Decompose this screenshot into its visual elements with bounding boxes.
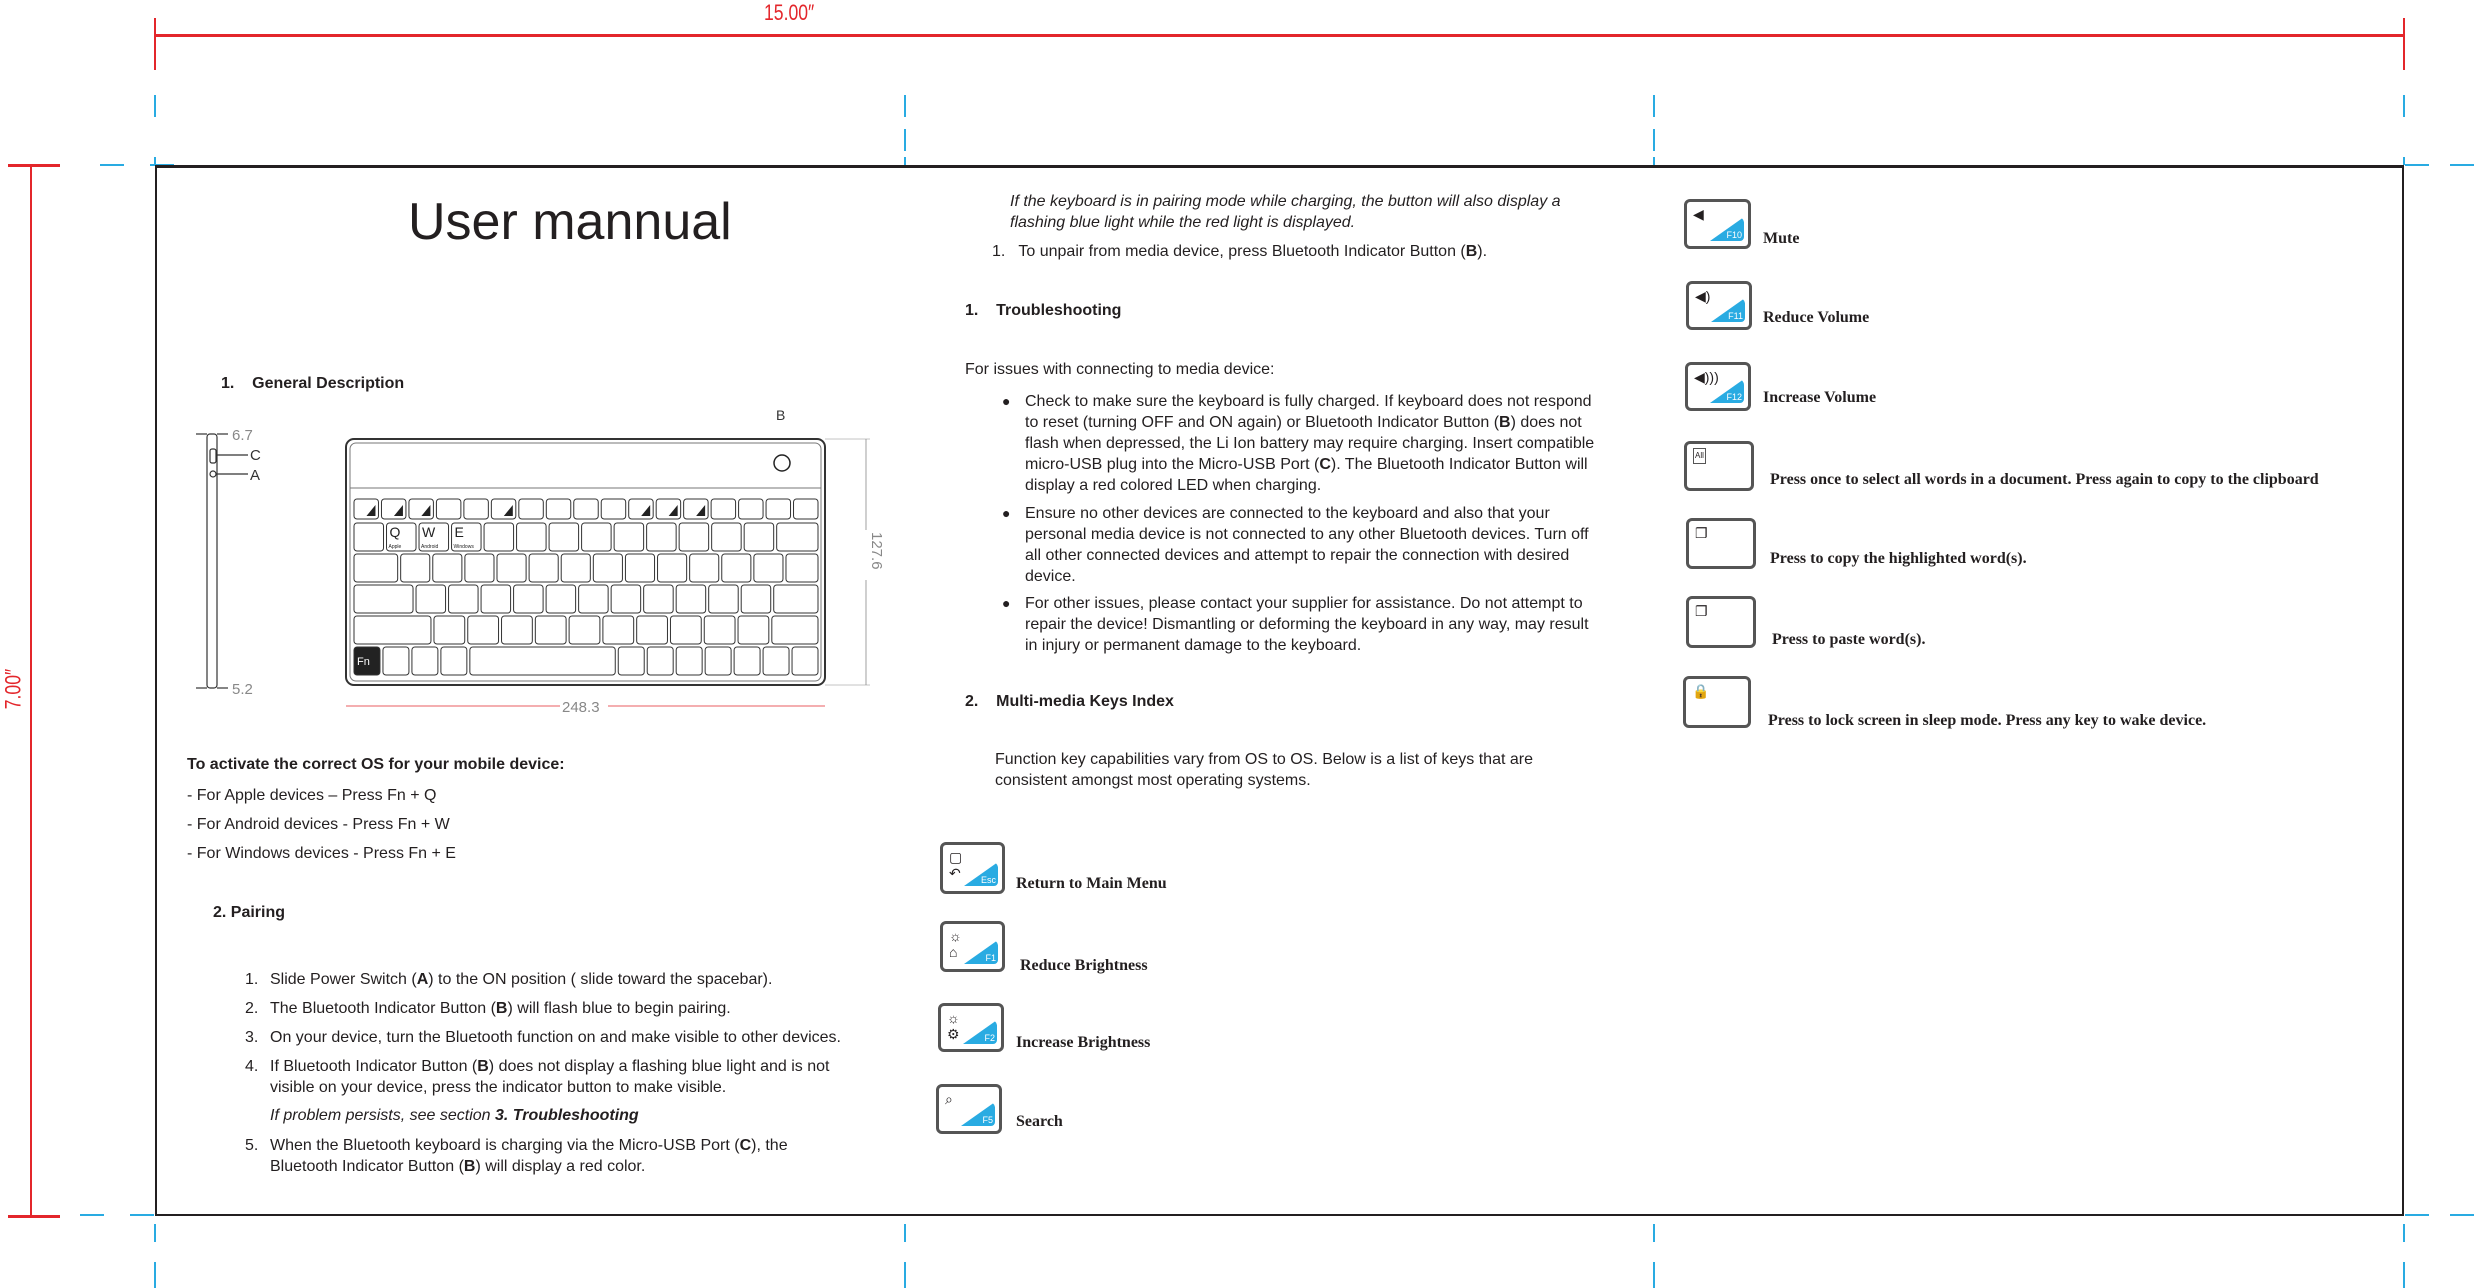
- bullet-line: micro-USB plug into the Micro-USB Port (C). The Bluetooth Indicator Button will: [1025, 456, 1588, 473]
- key-os-label: Apple: [388, 544, 402, 550]
- os-line-windows: - For Windows devices - Press Fn + E: [187, 845, 456, 862]
- fn-key-marker: [641, 505, 650, 516]
- brightness-down-icon: [940, 921, 1005, 972]
- step-text: [270, 998, 885, 1019]
- fold-mark: [904, 157, 906, 165]
- keyboard-key: [618, 647, 644, 675]
- key-glyph: ☼ ⚙: [947, 1010, 960, 1042]
- key-letter-q: Q: [389, 524, 401, 540]
- keyboard-key: [464, 499, 488, 519]
- key-os-label: Windows: [453, 544, 474, 550]
- keyboard-key: [744, 523, 774, 551]
- troubleshooting-bullet: [1002, 503, 1642, 587]
- keyboard-key: [637, 616, 668, 644]
- keyboard-key: [705, 647, 731, 675]
- fn-key-label: F1: [985, 953, 996, 963]
- height-dimension-label: 7.00″: [0, 668, 26, 710]
- keyboard-key: [734, 647, 760, 675]
- bullet-line: flash when depressed, the Li Ion battery may require charging. Insert compatible: [1025, 435, 1595, 452]
- fold-mark: [1653, 157, 1655, 165]
- fn-key-marker: [696, 505, 705, 516]
- keyboard-key: [517, 523, 547, 551]
- os-line-apple: - For Apple devices – Press Fn + Q: [187, 787, 437, 804]
- volume-down-icon: [1686, 281, 1752, 330]
- keyboard-key: [614, 523, 644, 551]
- keyboard-key: [416, 585, 446, 613]
- key-description: Press to paste word(s).: [1772, 631, 1926, 648]
- general-description-heading: [221, 375, 404, 393]
- step-text: [270, 1135, 885, 1177]
- keyboard-key: [741, 585, 771, 613]
- pairing-step: [245, 1027, 885, 1048]
- keyboard-key: [647, 647, 673, 675]
- mute-icon: [1684, 199, 1751, 249]
- unpair-step: [992, 243, 1487, 261]
- keyboard-key: [722, 554, 751, 582]
- heading-number: 1.: [221, 375, 235, 392]
- key-glyph: ❐: [1695, 603, 1708, 619]
- fold-mark: [2403, 1224, 2405, 1242]
- heading-text: Multi-media Keys Index: [996, 693, 1174, 710]
- width-dimension-line: [155, 34, 2404, 37]
- keyboard-key: [468, 616, 499, 644]
- step-bold: B: [495, 1000, 508, 1017]
- step-number: 5.: [245, 1137, 259, 1154]
- key-description: Reduce Volume: [1763, 309, 1870, 326]
- keyboard-key: [739, 499, 763, 519]
- height-dimension-tick-top: [8, 164, 60, 167]
- keyboard-key: [709, 585, 739, 613]
- bullet-icon: ●: [1002, 393, 1011, 409]
- side-top-dimension: 6.7: [232, 427, 253, 444]
- copy-icon: [1686, 518, 1756, 569]
- keyboard-key: [754, 554, 783, 582]
- troubleshooting-heading: [965, 302, 1121, 320]
- fold-mark: [2405, 1214, 2429, 1216]
- keyboard-key: [593, 554, 622, 582]
- keyboard-key: [676, 585, 706, 613]
- fn-key-marker: [366, 505, 375, 516]
- keyboard-key: [763, 647, 789, 675]
- key-description: Mute: [1763, 230, 1800, 247]
- step-bold: B: [477, 1058, 489, 1075]
- note-link-troubleshooting: 3. Troubleshooting: [494, 1107, 639, 1124]
- keyboard-key: [792, 647, 818, 675]
- step-bold: A: [416, 971, 429, 988]
- step-number: 1.: [992, 243, 1006, 260]
- key-glyph: ◀: [1693, 206, 1704, 222]
- bullet-line: Check to make sure the keyboard is fully charged. If keyboard does not respond: [1025, 393, 1592, 410]
- step-text-a: On your device, turn the Bluetooth function on and make visible to other devices.: [270, 1029, 841, 1046]
- step-number: 1.: [245, 971, 259, 988]
- fold-mark: [1653, 129, 1655, 151]
- keyboard-key: [712, 523, 742, 551]
- step-text-line2: Bluetooth Indicator Button (: [270, 1158, 464, 1175]
- fold-mark: [1653, 95, 1655, 117]
- keyboard-key: [465, 554, 494, 582]
- volume-up-icon: [1685, 362, 1751, 411]
- fold-mark: [2403, 1262, 2405, 1288]
- keyboard-key: [497, 554, 526, 582]
- key-os-label: Android: [421, 544, 439, 550]
- keyboard-body: [346, 439, 825, 685]
- keyboard-key: [670, 616, 701, 644]
- width-dimension-tick-right: [2403, 18, 2405, 70]
- search-icon: [936, 1084, 1002, 1134]
- key-glyph: ☼ ⌂: [949, 928, 962, 960]
- width-mm-dimension: 248.3: [562, 699, 600, 716]
- step-text-end: ).: [1477, 243, 1488, 260]
- keyboard-key: [546, 499, 570, 519]
- label-c-micro-usb: C: [250, 447, 261, 464]
- bullet-line: to reset (turning OFF and ON again) or Bluetooth Indicator Button (B) does not: [1025, 414, 1582, 431]
- step-number: 2.: [245, 1000, 259, 1017]
- keyboard-key: [401, 554, 430, 582]
- keyboard-key: [383, 647, 409, 675]
- bullet-icon: ●: [1002, 595, 1011, 611]
- fn-key-label: F5: [982, 1115, 993, 1125]
- heading-text: Troubleshooting: [996, 302, 1122, 319]
- height-mm-dimension: 127.6: [868, 532, 885, 570]
- bullet-line: display a red colored LED when charging.: [1025, 477, 1322, 494]
- keyboard-key: [644, 585, 674, 613]
- pairing-heading: 2. Pairing: [213, 904, 286, 921]
- bullet-line: in injury or permanent damage to the keyboard.: [1025, 637, 1362, 654]
- multimedia-heading: [965, 693, 1174, 711]
- fold-mark: [2405, 164, 2429, 166]
- keyboard-key: [777, 523, 818, 551]
- fold-mark: [2403, 95, 2405, 117]
- keyboard-key: [658, 554, 687, 582]
- keyboard-key: [481, 585, 511, 613]
- note-text: If problem persists, see section: [270, 1107, 495, 1124]
- os-heading: To activate the correct OS for your mobile device:: [187, 756, 565, 773]
- keyboard-key: [766, 499, 790, 519]
- key-description: Search: [1016, 1113, 1063, 1130]
- step-text-c: ) to the ON position ( slide toward the spacebar).: [428, 971, 773, 988]
- heading-number: 1.: [965, 302, 979, 319]
- fn-key-label: Fn: [357, 656, 370, 668]
- keyboard-key: [794, 499, 818, 519]
- keyboard-key: [601, 499, 625, 519]
- fold-mark: [904, 95, 906, 117]
- step-text: To unpair from media device, press Bluetooth Indicator Button (: [1018, 243, 1466, 260]
- key-description: Increase Volume: [1763, 389, 1877, 406]
- keyboard-key: [772, 616, 818, 644]
- bullet-line: Ensure no other devices are connected to the keyboard and also that your: [1025, 505, 1550, 522]
- fold-mark: [154, 1224, 156, 1242]
- side-view: [196, 434, 248, 688]
- paste-icon: [1686, 596, 1756, 648]
- key-glyph: ⌕: [945, 1091, 953, 1107]
- charging-note-line-1: If the keyboard is in pairing mode while charging, the button will also display a: [1010, 193, 1561, 210]
- key-glyph: ◀))): [1694, 369, 1719, 385]
- fold-mark: [80, 1214, 104, 1216]
- keyboard-key: [603, 616, 634, 644]
- bullet-line: For other issues, please contact your supplier for assistance. Do not attempt to: [1025, 595, 1583, 612]
- step-bold: B: [463, 1158, 476, 1175]
- width-dimension-label: 15.00″: [764, 0, 815, 25]
- fold-mark: [2450, 1214, 2474, 1216]
- fold-mark: [904, 1262, 906, 1288]
- step-text: [270, 1027, 885, 1048]
- label-a-power-switch: A: [250, 467, 261, 484]
- keyboard-key: [433, 554, 462, 582]
- keyboard-key: [514, 585, 544, 613]
- key-glyph: All: [1693, 448, 1706, 464]
- fn-key-marker: [504, 505, 513, 516]
- key-description: Press to lock screen in sleep mode. Press any key to wake device.: [1768, 712, 2207, 729]
- key-glyph: ◀): [1695, 288, 1711, 304]
- fold-mark: [904, 1224, 906, 1242]
- select-all-icon: [1684, 441, 1754, 491]
- fn-key-label: F2: [984, 1033, 995, 1043]
- keyboard-key: [484, 523, 514, 551]
- fn-key-marker: [669, 505, 678, 516]
- home-back-icon: [940, 842, 1005, 894]
- page-title: User mannual: [408, 193, 732, 251]
- pairing-step: [245, 998, 885, 1019]
- keyboard-key: [676, 647, 702, 675]
- fn-key-marker: [421, 505, 430, 516]
- keyboard-key: [738, 616, 769, 644]
- fold-mark: [154, 1262, 156, 1288]
- key-glyph: 🔒: [1692, 683, 1710, 699]
- key-description: Reduce Brightness: [1020, 957, 1148, 974]
- fold-mark: [130, 1214, 154, 1216]
- keyboard-key: [535, 616, 566, 644]
- step-text-c: ), the: [751, 1137, 788, 1154]
- fold-mark: [904, 129, 906, 151]
- side-bottom-dimension: 5.2: [232, 681, 253, 698]
- key-glyph: ▢ ↶: [949, 849, 963, 881]
- keyboard-key: [579, 585, 609, 613]
- step-bold: C: [739, 1137, 752, 1154]
- fold-mark: [2450, 164, 2474, 166]
- key-description: Return to Main Menu: [1016, 875, 1167, 892]
- pairing-step: [245, 1135, 885, 1177]
- step-text-a: The Bluetooth Indicator Button (: [270, 1000, 496, 1017]
- keyboard-key: [611, 585, 641, 613]
- troubleshooting-bullet: [1002, 391, 1642, 496]
- keyboard-key: [582, 523, 612, 551]
- step-text-line2-end: ) will display a red color.: [475, 1158, 646, 1175]
- keyboard-key: [412, 647, 438, 675]
- key-glyph: ❐: [1695, 525, 1708, 541]
- keyboard-key: [679, 523, 709, 551]
- pairing-step: [245, 1056, 885, 1098]
- height-dimension-line: [30, 165, 32, 1216]
- brightness-up-icon: [938, 1003, 1004, 1052]
- keyboard-key: [441, 647, 467, 675]
- fn-key-label: F12: [1726, 392, 1742, 402]
- keyboard-key: [711, 499, 735, 519]
- fn-key-label: Esc: [980, 875, 996, 885]
- keyboard-key: [690, 554, 719, 582]
- keyboard-key: [354, 523, 384, 551]
- key-letter-e: E: [454, 524, 464, 540]
- keyboard-key: [549, 523, 579, 551]
- step-text-c: ) does not display a flashing blue light and is not: [488, 1058, 830, 1075]
- fn-key-marker: [394, 505, 403, 516]
- fold-mark: [1653, 1224, 1655, 1242]
- keyboard-key: [704, 616, 735, 644]
- bullet-line: all other connected devices and attempt to repair the connection with desired: [1025, 547, 1570, 564]
- key-letter-w: W: [422, 524, 436, 540]
- keyboard-diagram: [180, 400, 900, 720]
- step-text-a: When the Bluetooth keyboard is charging via the Micro-USB Port (: [270, 1137, 740, 1154]
- label-b-bluetooth-button: B: [776, 407, 786, 423]
- pairing-note: [270, 1105, 639, 1126]
- fold-mark: [100, 164, 124, 166]
- keyboard-key: [625, 554, 654, 582]
- step-text-line2: visible on your device, press the indicator button to make visible.: [270, 1079, 727, 1096]
- bluetooth-indicator-button: [774, 455, 790, 471]
- step-text-a: Slide Power Switch (: [270, 971, 417, 988]
- keyboard-key: [774, 585, 818, 613]
- keyboard-key: [786, 554, 818, 582]
- keyboard-key: [434, 616, 465, 644]
- key-description: Press once to select all words in a document. Press again to copy to the clipboard: [1770, 471, 2319, 488]
- fold-mark: [154, 95, 156, 117]
- keyboard-key: [502, 616, 533, 644]
- step-number: 4.: [245, 1058, 259, 1075]
- step-text-c: ) will flash blue to begin pairing.: [507, 1000, 731, 1017]
- fn-key-label: F10: [1726, 230, 1742, 240]
- os-line-android: - For Android devices - Press Fn + W: [187, 816, 450, 833]
- key-description: Press to copy the highlighted word(s).: [1770, 550, 2027, 567]
- pairing-step: [245, 969, 885, 990]
- keyboard-key: [354, 616, 431, 644]
- keyboard-key: [546, 585, 576, 613]
- keyboard-key: [647, 523, 677, 551]
- multimedia-intro-line-2: consistent amongst most operating systems.: [995, 772, 1311, 789]
- keyboard-key: [470, 647, 615, 675]
- fold-mark: [1653, 1262, 1655, 1288]
- heading-text: General Description: [252, 375, 405, 392]
- step-text-a: If Bluetooth Indicator Button (: [270, 1058, 478, 1075]
- step-number: 3.: [245, 1029, 259, 1046]
- key-description: Increase Brightness: [1016, 1034, 1151, 1051]
- height-dimension-tick-bottom: [8, 1215, 60, 1218]
- keyboard-key: [561, 554, 590, 582]
- bullet-line: repair the device! Dismantling or deforming the keyboard in any way, may result: [1025, 616, 1589, 633]
- keyboard-key: [529, 554, 558, 582]
- multimedia-intro-line-1: Function key capabilities vary from OS to OS. Below is a list of keys that are: [995, 751, 1533, 768]
- charging-note-line-2: flashing blue light while the red light is displayed.: [1010, 214, 1356, 231]
- keyboard-key: [436, 499, 460, 519]
- keyboard-key: [354, 585, 413, 613]
- fn-key-label: F11: [1728, 311, 1743, 321]
- step-bold: B: [1465, 243, 1478, 260]
- step-text: [270, 1056, 885, 1098]
- keyboard-key: [449, 585, 479, 613]
- bullet-line: personal media device is not connected to any other Bluetooth devices. Turn off: [1025, 526, 1589, 543]
- width-dimension-tick-left: [154, 18, 156, 70]
- keyboard-key: [569, 616, 600, 644]
- keyboard-key: [574, 499, 598, 519]
- step-text: [270, 969, 885, 990]
- bullet-icon: ●: [1002, 505, 1011, 521]
- keyboard-key: [519, 499, 543, 519]
- troubleshooting-intro: For issues with connecting to media device:: [965, 361, 1275, 378]
- troubleshooting-bullet: [1002, 593, 1642, 656]
- lock-icon: [1683, 676, 1751, 728]
- keyboard-key: [354, 554, 398, 582]
- bullet-line: device.: [1025, 568, 1076, 585]
- heading-number: 2.: [965, 693, 979, 710]
